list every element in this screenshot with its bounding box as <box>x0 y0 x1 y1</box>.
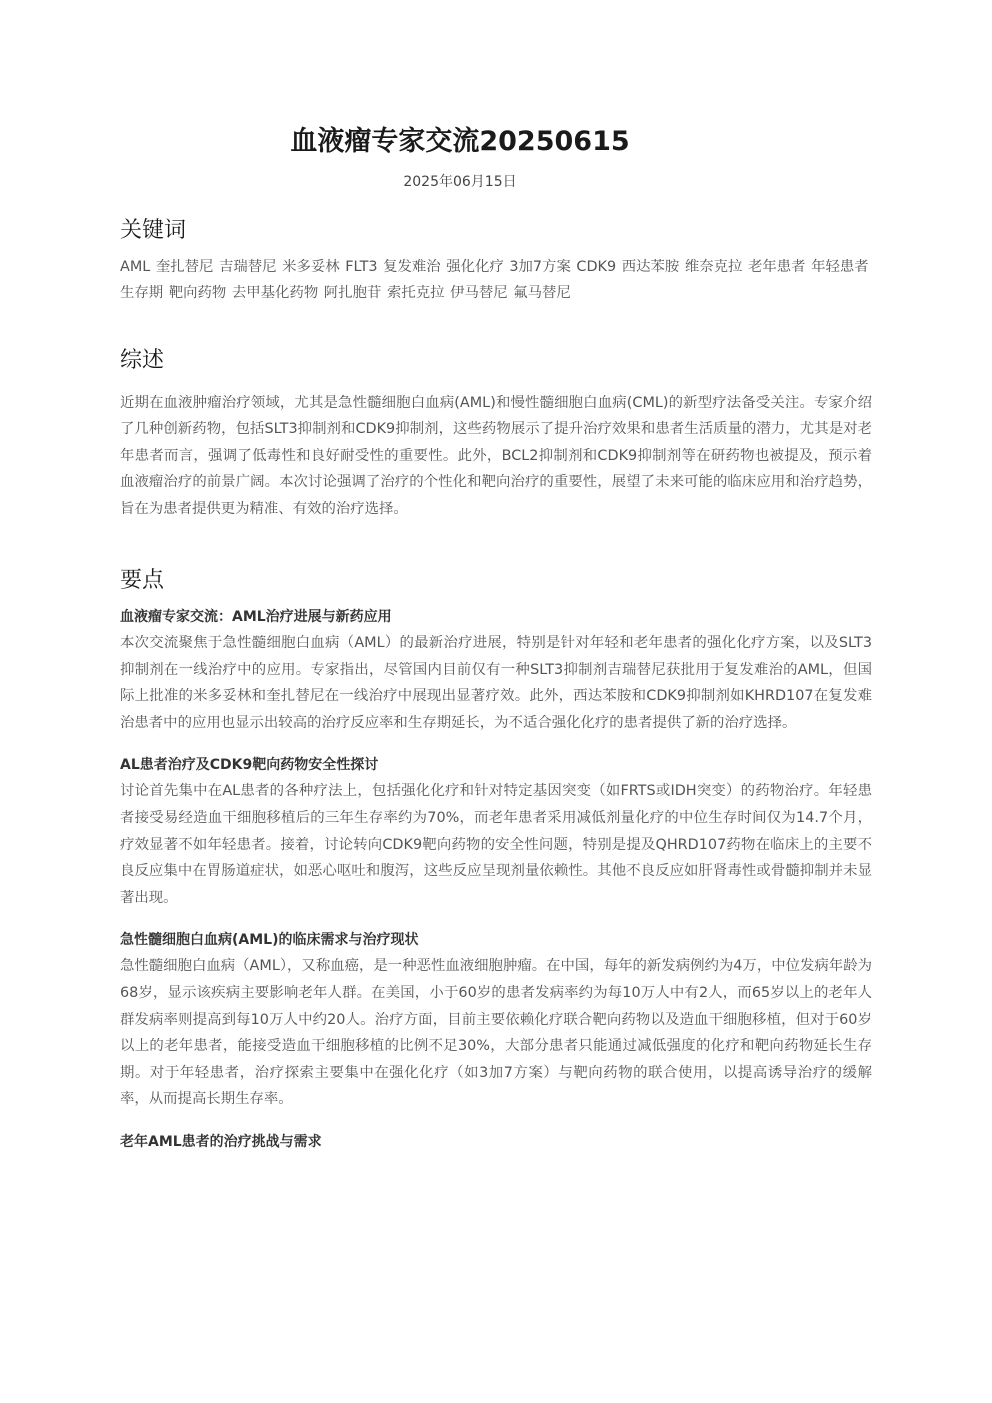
key-point-title: AL患者治疗及CDK9靶向药物安全性探讨 <box>120 757 379 774</box>
keywords-section <box>120 214 872 306</box>
key-point-title: 老年AML患者的治疗挑战与需求 <box>120 1133 322 1150</box>
key-point-body: 急性髓细胞白血病（AML），又称血癌，是一种恶性血液细胞肿瘤。在中国，每年的新发病例约为4万，中位发病年龄为68岁，显示该疾病主要影响老年人群。在美国，小于60岁的患者发病率约为每10万人中有2人，而65岁以上的老年人群发病率则提高到每10万人中约20人。治疗方面，目前主要依赖化疗联合靶向药物以及造血干细胞移植，但对于60岁以上的老年患者，能接受造血干细胞移植的比例不足30%，大部分患者只能通过减低强度的化疗和靶向药物延长生存期。对于年轻患者，治疗探索主要集中在强化化疗（如3加7方案）与靶向药物的联合使用，以提高诱导治疗的缓解率，从而提高长期生存率。 <box>120 958 872 1108</box>
document-content <box>120 214 872 1155</box>
keywords-text: AML 奎扎替尼 吉瑞替尼 米多妥林 FLT3 复发难治 强化化疗 3加7方案 CDK9 西达苯胺 维奈克拉 老年患者 年轻患者 生存期 靶向药物 去甲基化药物 阿扎胞苷 索托克拉 伊马替尼 氟马替尼 <box>120 259 869 301</box>
summary-text: 近期在血液肿瘤治疗领域，尤其是急性髓细胞白血病(AML)和慢性髓细胞白血病(CML)的新型疗法备受关注。专家介绍了几种创新药物，包括SLT3抑制剂和CDK9抑制剂，这些药物展示了提升治疗效果和患者生活质量的潜力，尤其是对老年患者而言，强调了低毒性和良好耐受性的重要性。此外，BCL2抑制剂和CDK9抑制剂等在研药物也被提及，预示着血液瘤治疗的前景广阔。本次讨论强调了治疗的个性化和靶向治疗的重要性，展望了未来可能的临床应用和治疗趋势，旨在为患者提供更为精准、有效的治疗选择。 <box>120 395 872 517</box>
keywords-heading: 关键词 <box>120 218 187 243</box>
document-title: 血液瘤专家交流20250615 <box>290 126 630 157</box>
summary-section <box>120 344 872 522</box>
key-points-section <box>120 564 872 1155</box>
key-points-heading: 要点 <box>120 568 165 594</box>
key-point <box>120 752 872 911</box>
key-point-body: 本次交流聚焦于急性髓细胞白血病（AML）的最新治疗进展，特别是针对年轻和老年患者的强化化疗方案，以及SLT3抑制剂在一线治疗中的应用。专家指出，尽管国内目前仅有一种SLT3抑制剂吉瑞替尼获批用于复发难治的AML，但国际上批准的米多妥林和奎扎替尼在一线治疗中展现出显著疗效。此外，西达苯胺和CDK9抑制剂如KHRD107在复发难治患者中的应用也显示出较高的治疗反应率和生存期延长，为不适合强化化疗的患者提供了新的治疗选择。 <box>120 635 872 731</box>
key-point-body: 讨论首先集中在AL患者的各种疗法上，包括强化化疗和针对特定基因突变（如FRTS或IDH突变）的药物治疗。年轻患者接受易经造血干细胞移植后的三年生存率约为70%，而老年患者采用减低剂量化疗的中位生存时间仅为14.7个月，疗效显著不如年轻患者。接着，讨论转向CDK9靶向药物的安全性问题，特别是提及QHRD107药物在临床上的主要不良反应集中在胃肠道症状，如恶心呕吐和腹泻，这些反应呈现剂量依赖性。其他不良反应如肝肾毒性或骨髓抑制并未显著出现。 <box>120 783 872 906</box>
key-point <box>120 927 872 1113</box>
summary-heading: 综述 <box>120 348 165 373</box>
key-point-title: 急性髓细胞白血病(AML)的临床需求与治疗现状 <box>120 932 419 949</box>
document-date: 2025年06月15日 <box>403 174 517 190</box>
key-point <box>120 1129 872 1155</box>
key-point-title: 血液瘤专家交流：AML治疗进展与新药应用 <box>120 609 392 626</box>
key-point <box>120 604 872 736</box>
